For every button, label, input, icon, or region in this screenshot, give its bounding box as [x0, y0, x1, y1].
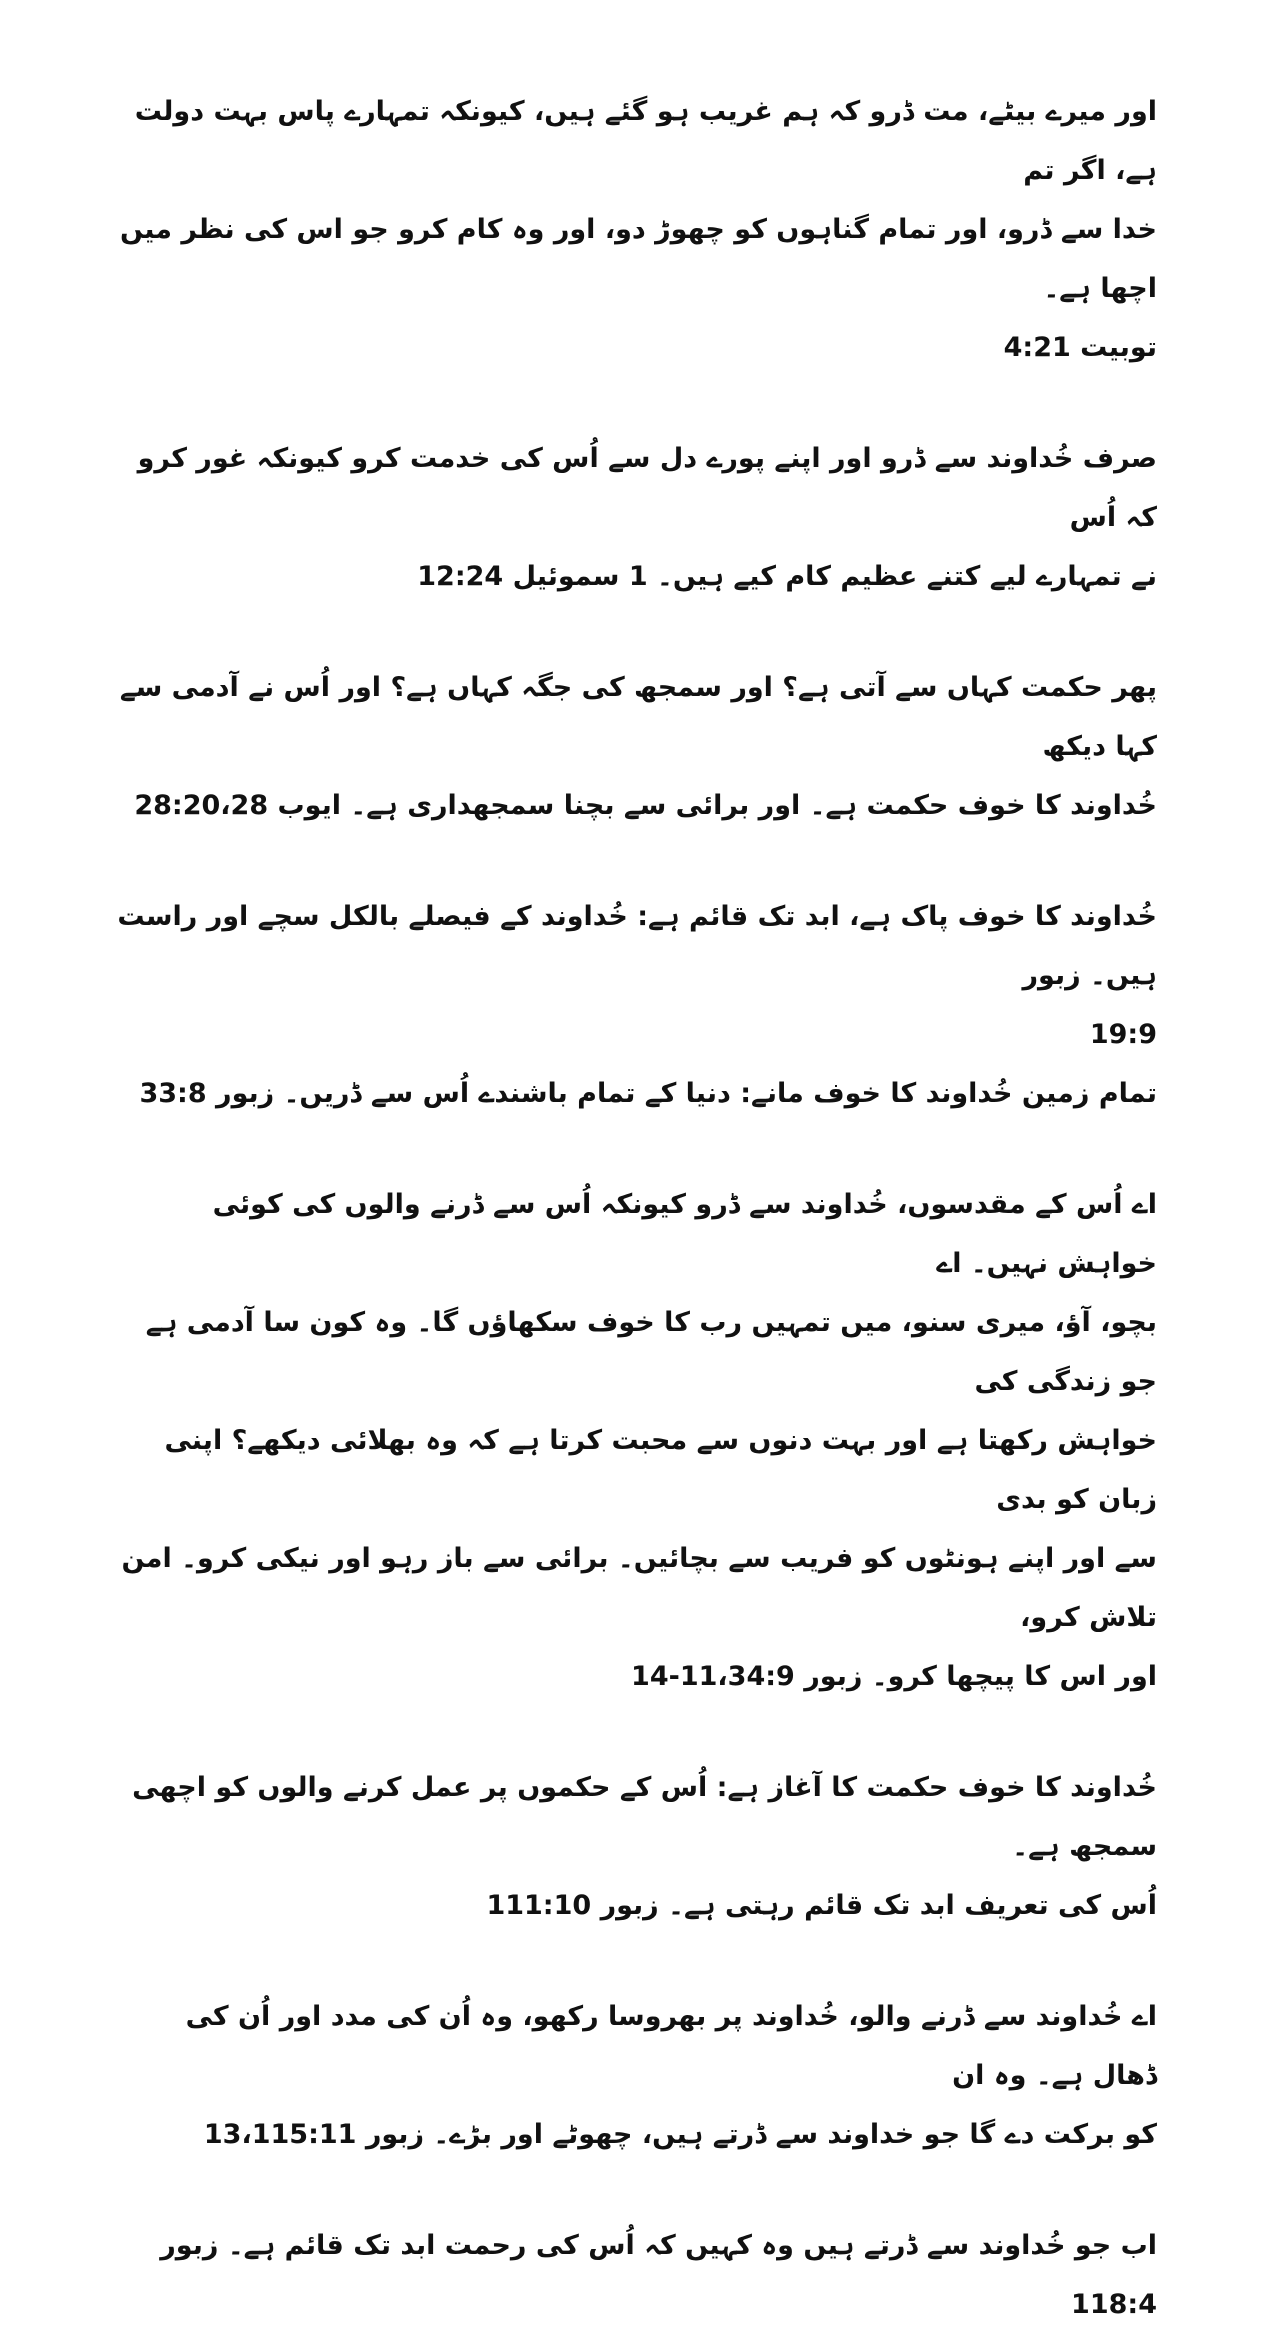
verse-line: اے اُس کے مقدسوں، خُداوند سے ڈرو کیونکہ اُس سے ڈرنے والوں کی کوئی خواہش نہیں۔ اے: [212, 1189, 1157, 1279]
verse-line: خُداوند کا خوف حکمت ہے۔ اور برائی سے بچنا سمجھداری ہے۔ ایوب 28:20،28: [134, 790, 1157, 821]
verse-line: سے اور اپنے ہونٹوں کو فریب سے بچائیں۔ برائی سے باز رہو اور نیکی کرو۔ امن تلاش کرو،: [121, 1543, 1157, 1633]
verse-line: خواہش رکھتا ہے اور بہت دنوں سے محبت کرتا ہے کہ وہ بھلائی دیکھے؟ اپنی زبان کو بدی: [164, 1425, 1157, 1515]
verse-line: بچو، آؤ، میری سنو، میں تمہیں رب کا خوف سکھاؤں گا۔ وہ کون سا آدمی ہے جو زندگی کی: [145, 1307, 1157, 1397]
verse-line: خدا سے ڈرو، اور تمام گناہوں کو چھوڑ دو، اور وہ کام کرو جو اس کی نظر میں اچھا ہے۔: [119, 214, 1157, 304]
verse-psalm-111-10: [112, 1758, 1157, 1935]
verse-tobit-4-21: [112, 82, 1157, 377]
verse-line: اور میرے بیٹے، مت ڈرو کہ ہم غریب ہو گئے ہیں، کیونکہ تمہارے پاس بہت دولت ہے، اگر تم: [134, 96, 1157, 186]
verse-line: خُداوند کا خوف پاک ہے، ابد تک قائم ہے: خُداوند کے فیصلے بالکل سچے اور راست ہیں۔ زبور: [117, 901, 1157, 991]
verse-line: اب جو خُداوند سے ڈرتے ہیں وہ کہیں کہ اُس کی رحمت ابد تک قائم ہے۔ زبور 118:4: [160, 2230, 1157, 2320]
verse-line: اے خُداوند سے ڈرنے والو، خُداوند پر بھروسا رکھو، وہ اُن کی مدد اور اُن کی ڈھال ہے۔ وہ ان: [185, 2001, 1157, 2091]
verse-1-samuel-12-24: [112, 429, 1157, 606]
verse-psalm-19-9: [112, 887, 1157, 1064]
verse-line: پھر حکمت کہاں سے آتی ہے؟ اور سمجھ کی جگہ کہاں ہے؟ اور اُس نے آدمی سے کہا دیکھ: [119, 672, 1157, 762]
verse-line: اور اس کا پیچھا کرو۔ زبور 11،34:9-14: [631, 1661, 1157, 1692]
verse-line: اُس کی تعریف ابد تک قائم رہتی ہے۔ زبور 111:10: [486, 1890, 1157, 1921]
verse-line: صرف خُداوند سے ڈرو اور اپنے پورے دل سے اُس کی خدمت کرو کیونکہ غور کرو کہ اُس: [137, 443, 1157, 533]
verse-psalm-33-8: [112, 1064, 1157, 1123]
verse-line: تمام زمین خُداوند کا خوف مانے: دنیا کے تمام باشندے اُس سے ڈریں۔ زبور 33:8: [139, 1078, 1157, 1109]
verse-psalm-115: [112, 1987, 1157, 2164]
verse-psalm-34: [112, 1175, 1157, 1706]
verse-reference: 19:9: [1089, 1019, 1157, 1050]
verse-job-28: [112, 658, 1157, 835]
verse-line: نے تمہارے لیے کتنے عظیم کام کیے ہیں۔ 1 سموئیل 12:24: [417, 561, 1157, 592]
verse-psalm-118-4: [112, 2216, 1157, 2334]
verse-line: کو برکت دے گا جو خداوند سے ڈرتے ہیں، چھوٹے اور بڑے۔ زبور 13،115:11: [203, 2119, 1157, 2150]
verse-reference: توبیت 4:21: [1003, 332, 1157, 363]
verse-line: خُداوند کا خوف حکمت کا آغاز ہے: اُس کے حکموں پر عمل کرنے والوں کو اچھی سمجھ ہے۔: [132, 1772, 1157, 1862]
